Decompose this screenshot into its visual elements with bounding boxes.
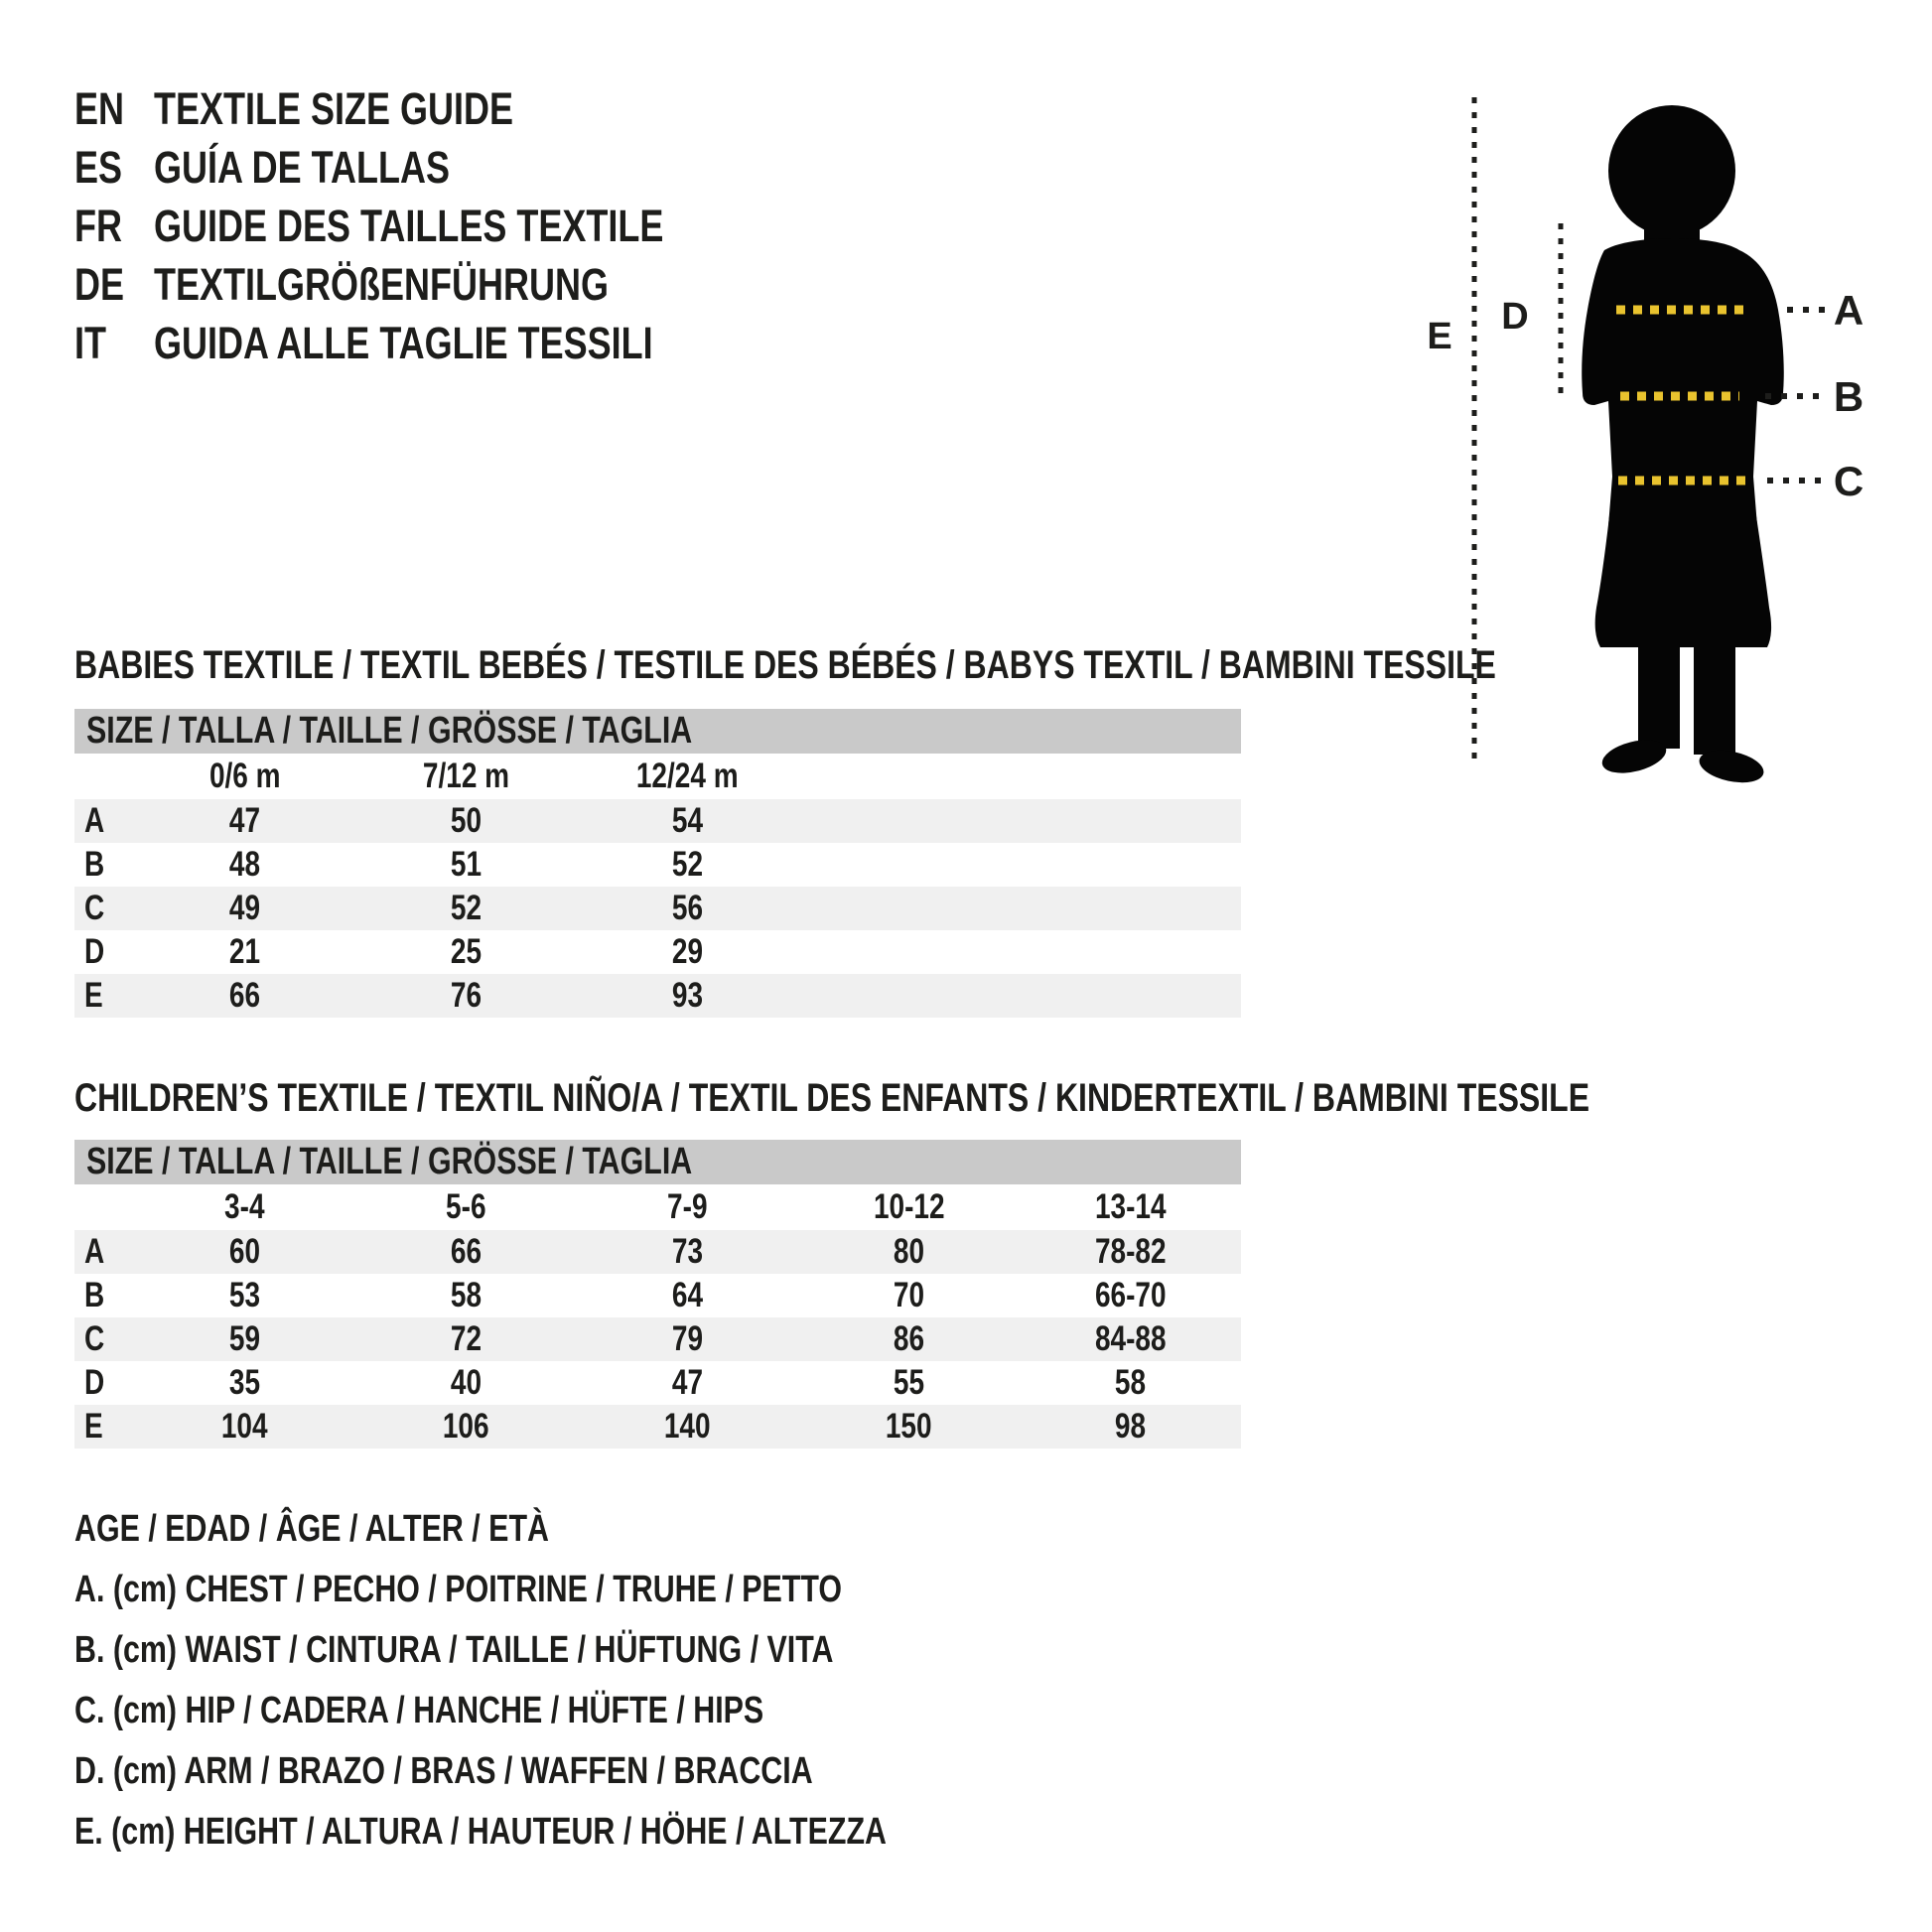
language-code: IT	[74, 318, 106, 368]
row-label: B	[84, 1276, 105, 1314]
language-row-en	[74, 79, 791, 138]
legend-arm-line: D. (cm) ARM / BRAZO / BRAS / WAFFEN / BRACCIA	[74, 1750, 813, 1792]
table-cell: 60	[228, 1232, 261, 1271]
column-header: 7/12 m	[422, 757, 510, 795]
column-header: 12/24 m	[636, 757, 739, 795]
table-cell: 79	[671, 1319, 704, 1358]
table-cell: 76	[450, 976, 483, 1015]
guide-title-fr: GUIDE DES TAILLES TEXTILE	[154, 201, 664, 251]
measure-label-d: D	[1501, 296, 1529, 338]
row-label: C	[84, 889, 105, 927]
table-cell: 51	[450, 845, 483, 884]
table-cell: 72	[450, 1319, 483, 1358]
table-cell: 104	[221, 1407, 268, 1446]
table-cell: 52	[671, 845, 704, 884]
corner-cell	[74, 1184, 134, 1230]
guide-title-en: TEXTILE SIZE GUIDE	[154, 83, 514, 134]
table-cell: 86	[893, 1319, 925, 1358]
table-row	[74, 1405, 1241, 1449]
language-title-block	[74, 79, 791, 372]
language-code: EN	[74, 83, 125, 134]
table-row	[74, 974, 1241, 1018]
table-cell: 106	[443, 1407, 489, 1446]
size-header-band	[74, 1140, 1241, 1184]
table-cell: 54	[671, 801, 704, 840]
guide-title-es: GUÍA DE TALLAS	[154, 142, 450, 193]
babies-section-heading: BABIES TEXTILE / TEXTIL BEBÉS / TESTILE DES BÉBÉS / BABYS TEXTIL / BAMBINI TESSILE	[74, 643, 1496, 687]
language-code: ES	[74, 142, 123, 193]
legend-hip-line: C. (cm) HIP / CADERA / HANCHE / HÜFTE / HIPS	[74, 1690, 764, 1731]
table-cell: 58	[1114, 1363, 1147, 1402]
language-row-de	[74, 255, 791, 314]
guide-title-de: TEXTILGRÖßENFÜHRUNG	[154, 259, 609, 310]
children-size-table	[74, 1140, 1241, 1449]
row-label: A	[84, 1232, 105, 1271]
table-cell: 40	[450, 1363, 483, 1402]
size-header-label: SIZE / TALLA / TAILLE / GRÖSSE / TAGLIA	[86, 710, 693, 752]
babies-column-header-row	[74, 754, 1241, 799]
table-cell: 52	[450, 889, 483, 927]
children-column-header-row	[74, 1184, 1241, 1230]
measure-label-c: C	[1833, 458, 1864, 504]
guide-title-it: GUIDA ALLE TAGLIE TESSILI	[154, 318, 653, 368]
table-cell: 73	[671, 1232, 704, 1271]
table-row	[74, 1230, 1241, 1274]
legend-height-line: E. (cm) HEIGHT / ALTURA / HAUTEUR / HÖHE / ALTEZZA	[74, 1811, 887, 1853]
table-cell: 48	[228, 845, 261, 884]
table-cell: 66-70	[1094, 1276, 1167, 1314]
table-row	[74, 887, 1241, 930]
table-cell: 55	[893, 1363, 925, 1402]
table-cell: 25	[450, 932, 483, 971]
column-header: 5-6	[446, 1187, 486, 1226]
table-cell: 35	[228, 1363, 261, 1402]
row-label: E	[84, 976, 103, 1015]
language-code: FR	[74, 201, 122, 251]
measure-label-e: E	[1427, 316, 1452, 357]
table-cell: 140	[664, 1407, 711, 1446]
language-row-fr	[74, 197, 791, 255]
table-cell: 49	[228, 889, 261, 927]
legend-age-line: AGE / EDAD / ÂGE / ALTER / ETÀ	[74, 1508, 549, 1550]
table-row	[74, 1317, 1241, 1361]
column-header: 13-14	[1094, 1187, 1167, 1226]
table-cell: 80	[893, 1232, 925, 1271]
table-cell: 21	[228, 932, 261, 971]
size-header-label: SIZE / TALLA / TAILLE / GRÖSSE / TAGLIA	[86, 1141, 693, 1182]
table-cell: 29	[671, 932, 704, 971]
column-header: 3-4	[224, 1187, 265, 1226]
measure-label-a: A	[1833, 287, 1864, 334]
row-label: A	[84, 801, 105, 840]
table-cell: 98	[1114, 1407, 1147, 1446]
children-section-heading: CHILDREN’S TEXTILE / TEXTIL NIÑO/A / TEXTIL DES ENFANTS / KINDERTEXTIL / BAMBINI TESSILE	[74, 1076, 1590, 1120]
table-cell: 50	[450, 801, 483, 840]
table-cell: 93	[671, 976, 704, 1015]
table-cell: 70	[893, 1276, 925, 1314]
table-cell: 84-88	[1094, 1319, 1167, 1358]
row-label: C	[84, 1319, 105, 1358]
legend-chest-line: A. (cm) CHEST / PECHO / POITRINE / TRUHE / PETTO	[74, 1569, 843, 1610]
table-row	[74, 1274, 1241, 1317]
row-label: D	[84, 1363, 105, 1402]
table-row	[74, 799, 1241, 843]
column-header: 7-9	[667, 1187, 708, 1226]
row-label: D	[84, 932, 105, 971]
table-cell: 66	[228, 976, 261, 1015]
row-label: B	[84, 845, 105, 884]
table-cell: 58	[450, 1276, 483, 1314]
language-code: DE	[74, 259, 125, 310]
table-cell: 53	[228, 1276, 261, 1314]
table-cell: 59	[228, 1319, 261, 1358]
table-row	[74, 1361, 1241, 1405]
row-label: E	[84, 1407, 103, 1446]
language-row-es	[74, 138, 791, 197]
babies-size-table	[74, 709, 1241, 1018]
measure-label-b: B	[1833, 373, 1864, 420]
table-cell: 47	[228, 801, 261, 840]
table-cell: 47	[671, 1363, 704, 1402]
table-cell: 150	[886, 1407, 932, 1446]
table-cell: 78-82	[1094, 1232, 1167, 1271]
column-header: 0/6 m	[208, 757, 281, 795]
column-header: 10-12	[873, 1187, 945, 1226]
corner-cell	[74, 754, 134, 799]
table-cell: 64	[671, 1276, 704, 1314]
measurement-legend	[74, 1499, 1089, 1863]
table-cell: 66	[450, 1232, 483, 1271]
table-cell: 56	[671, 889, 704, 927]
size-header-band	[74, 709, 1241, 754]
table-row	[74, 843, 1241, 887]
table-row	[74, 930, 1241, 974]
language-row-it	[74, 314, 791, 372]
legend-waist-line: B. (cm) WAIST / CINTURA / TAILLE / HÜFTUNG / VITA	[74, 1629, 834, 1671]
